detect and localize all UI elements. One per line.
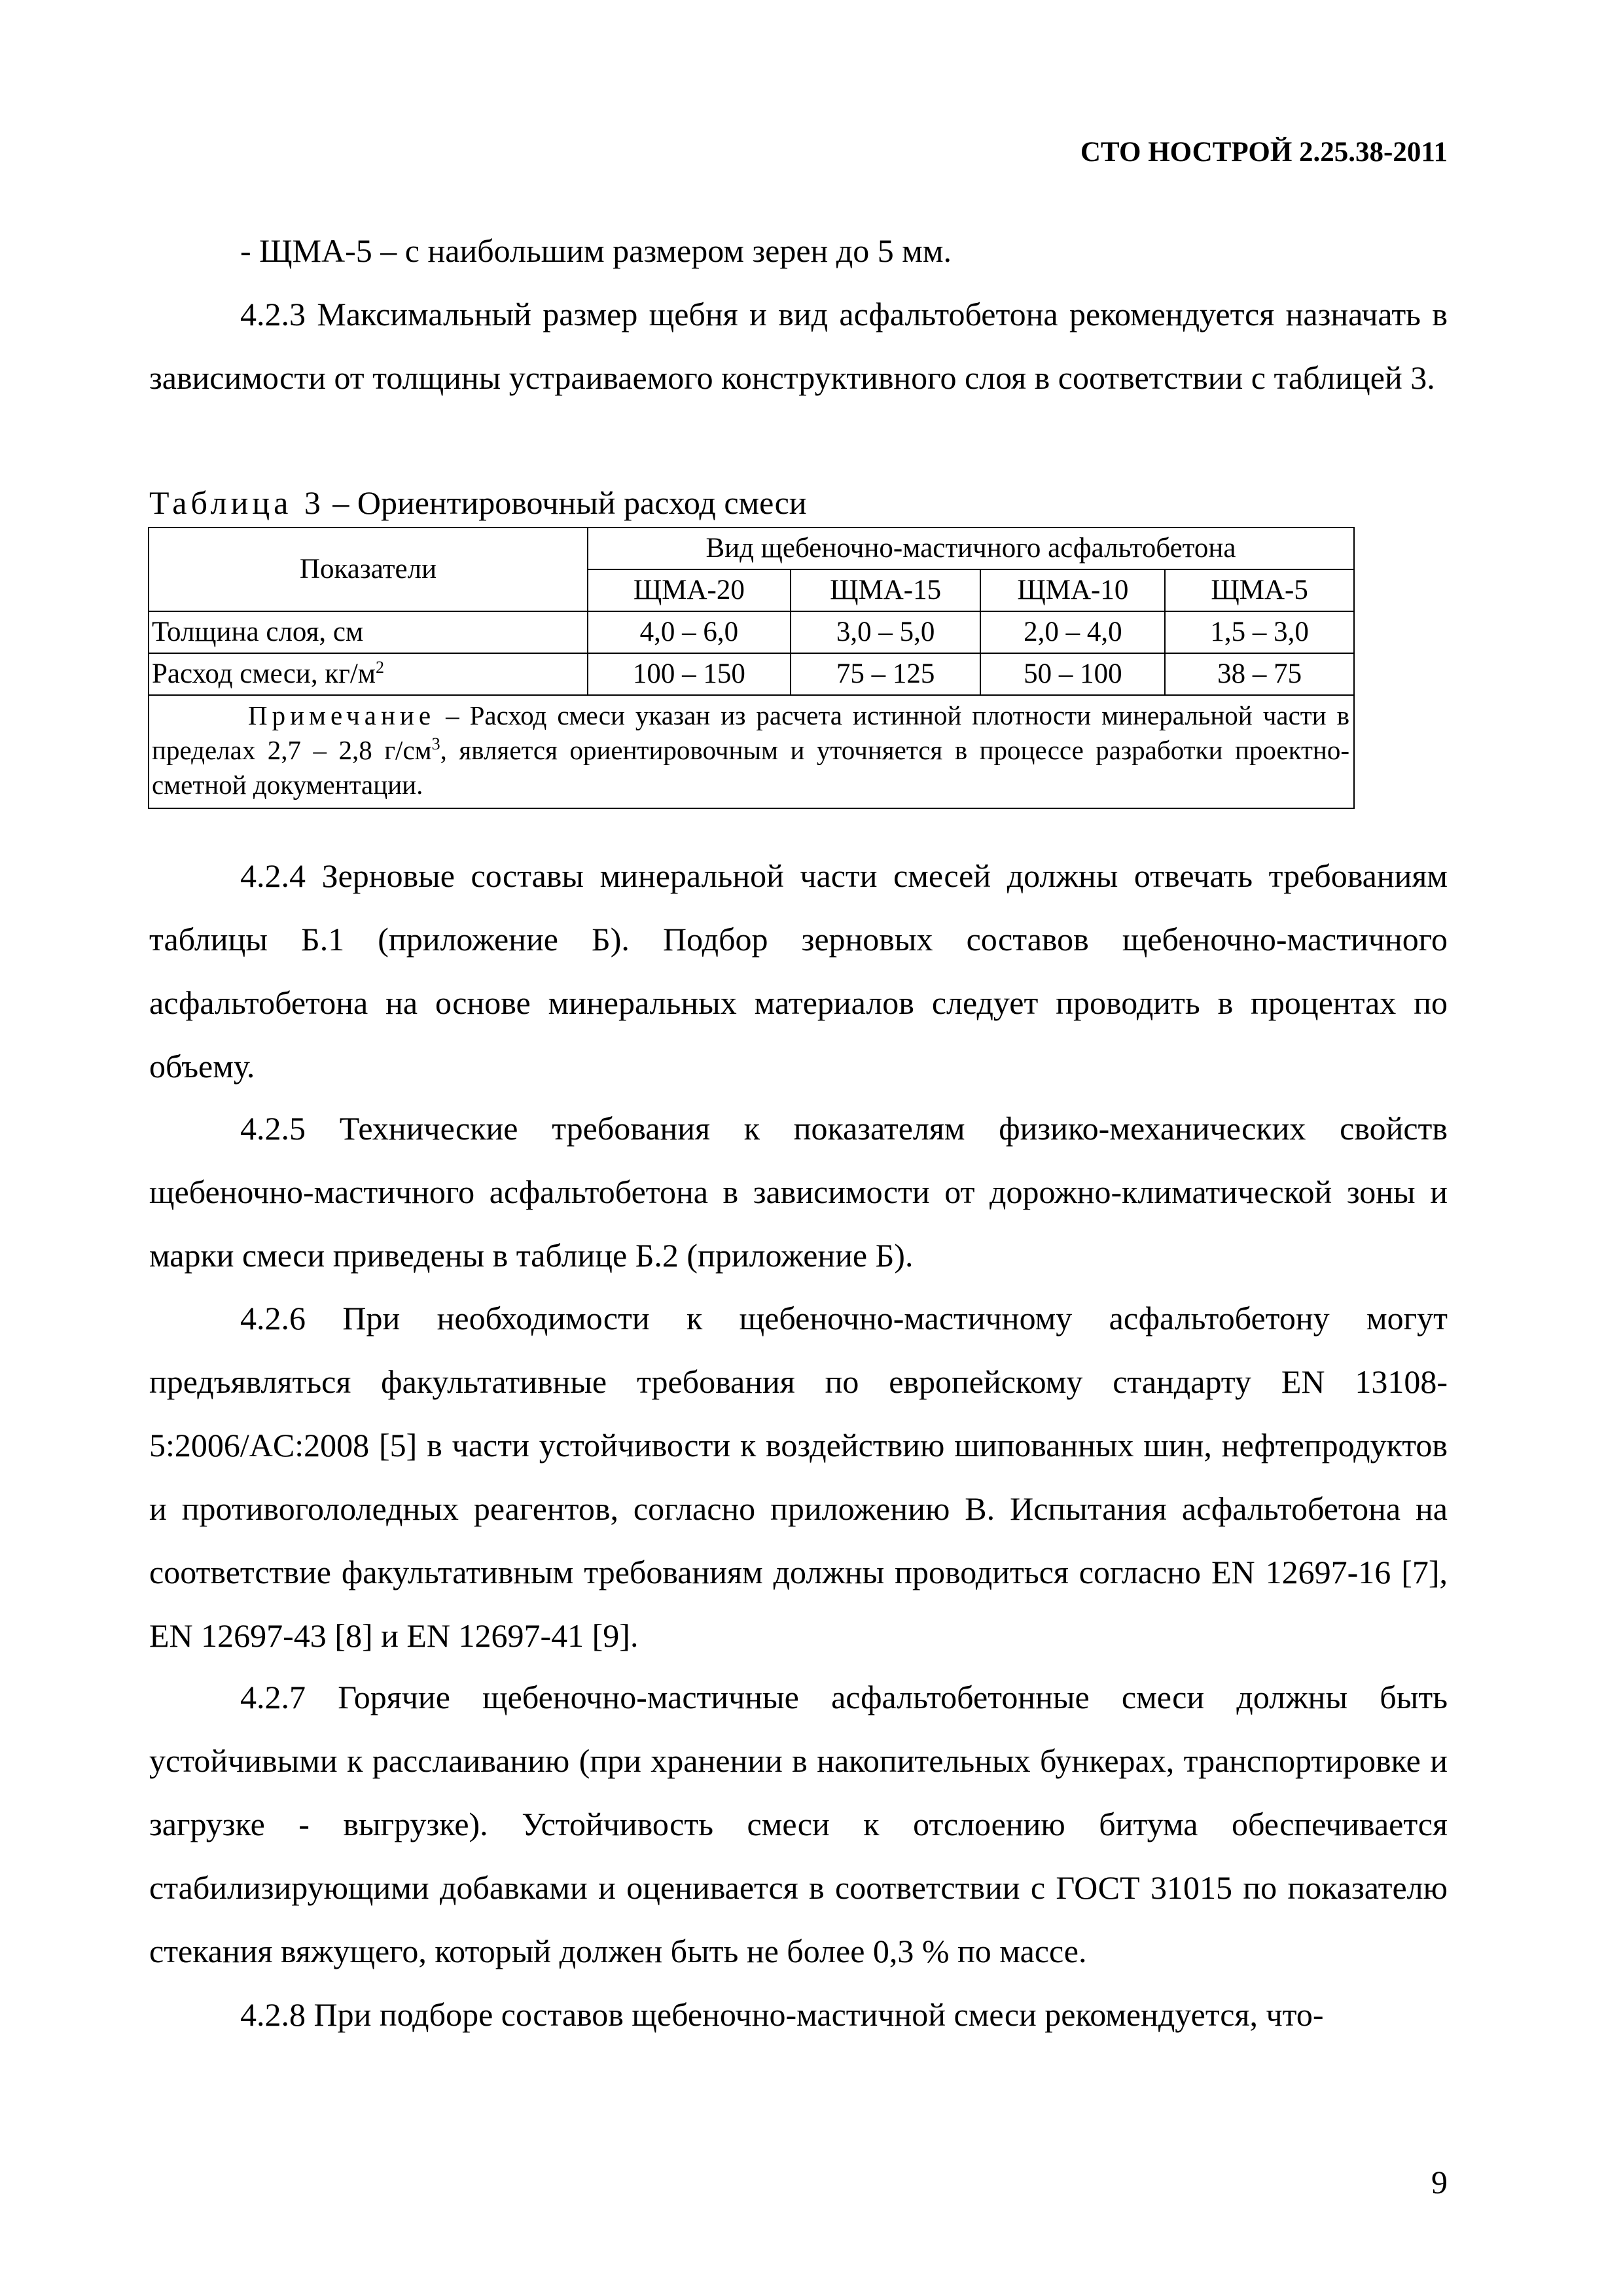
- note-text-end: , является ориентировочным и уточняется в процессе разработки проектно-сметной документации.: [152, 735, 1349, 800]
- row-label-sup: 2: [376, 658, 385, 677]
- table-cell: 2,0 – 4,0: [980, 611, 1165, 653]
- row-label-text: Расход смеси, кг/м: [152, 658, 376, 690]
- header-group: Вид щебеночно-мастичного асфальтобетона: [588, 528, 1354, 569]
- header-col: ЩМА-20: [588, 569, 791, 611]
- header-col: ЩМА-5: [1165, 569, 1354, 611]
- paragraph-4-2-5: 4.2.5 Технические требования к показателям физико-механических свойств щебеночно-мастичного асфальтобетона в зависимости от дорожно-климатической зоны и марки смеси приведены в таблице Б.2 (приложение Б).: [149, 1110, 1448, 1274]
- table-cell: 50 – 100: [980, 653, 1165, 695]
- note-label: Примечание: [248, 700, 436, 730]
- table-row: [149, 653, 1354, 695]
- table-note-row: [149, 695, 1354, 808]
- paragraph-4-2-8: 4.2.8 При подборе составов щебеночно-мастичной смеси рекомендуется, что-: [240, 1996, 1324, 2033]
- list-item-shma5: - ЩМА-5 – с наибольшим размером зерен до 5 мм.: [240, 232, 952, 269]
- table-3: [148, 527, 1355, 809]
- note-sup: 3: [431, 734, 440, 753]
- table-cell: 3,0 – 5,0: [791, 611, 981, 653]
- table-cell: 4,0 – 6,0: [588, 611, 791, 653]
- row-label: Толщина слоя, см: [149, 611, 588, 653]
- paragraph-4-2-3: 4.2.3 Максимальный размер щебня и вид асфальтобетона рекомендуется назначать в зависимости от толщины устраиваемого конструктивного слоя в соответствии с таблицей 3.: [149, 296, 1448, 396]
- header-indicators: Показатели: [149, 528, 588, 611]
- note-text: – Расход смеси указан из расчета истинной плотности минеральной части в пределах 2,7 – 2,8 г/см: [152, 700, 1349, 765]
- paragraph-4-2-4: 4.2.4 Зерновые составы минеральной части смесей должны отвечать требованиям таблицы Б.1 (приложение Б). Подбор зерновых составов щебеночно-мастичного асфальтобетона на основе минеральных материалов следует проводить в процентах по объему.: [149, 857, 1448, 1085]
- table-cell: 75 – 125: [791, 653, 981, 695]
- table-caption-title: – Ориентировочный расход смеси: [324, 484, 807, 521]
- paragraph-4-2-7: 4.2.7 Горячие щебеночно-мастичные асфальтобетонные смеси должны быть устойчивыми к расслаиванию (при хранении в накопительных бункерах, транспортировке и загрузке - выгрузке). Устойчивость смеси к отслоению битума обеспечивается стабилизирующими добавками и оценивается в соответствии с ГОСТ 31015 по показателю стекания вяжущего, который должен быть не более 0,3 % по массе.: [149, 1679, 1448, 1969]
- table-note: [149, 695, 1354, 808]
- table-header-row: [149, 528, 1354, 569]
- page-number: 9: [1431, 2164, 1448, 2200]
- table-cell: 1,5 – 3,0: [1165, 611, 1354, 653]
- table-cell: 38 – 75: [1165, 653, 1354, 695]
- paragraph-4-2-6: 4.2.6 При необходимости к щебеночно-мастичному асфальтобетону могут предъявляться факультативные требования по европейскому стандарту EN 13108-5:2006/AC:2008 [5] в части устойчивости к воздействию шипованных шин, нефтепродуктов и противогололедных реагентов, согласно приложению В. Испытания асфальтобетона на соответствие факультативным требованиям должны проводиться согласно EN 12697-16 [7], EN 12697-43 [8] и EN 12697-41 [9].: [149, 1300, 1448, 1654]
- table-row: [149, 611, 1354, 653]
- header-col: ЩМА-15: [791, 569, 981, 611]
- table-caption: [149, 483, 807, 522]
- header-col: ЩМА-10: [980, 569, 1165, 611]
- document-code-header: СТО НОСТРОЙ 2.25.38-2011: [1080, 137, 1448, 168]
- table-cell: 100 – 150: [588, 653, 791, 695]
- table-caption-label: Таблица 3: [149, 484, 325, 521]
- row-label: [149, 653, 588, 695]
